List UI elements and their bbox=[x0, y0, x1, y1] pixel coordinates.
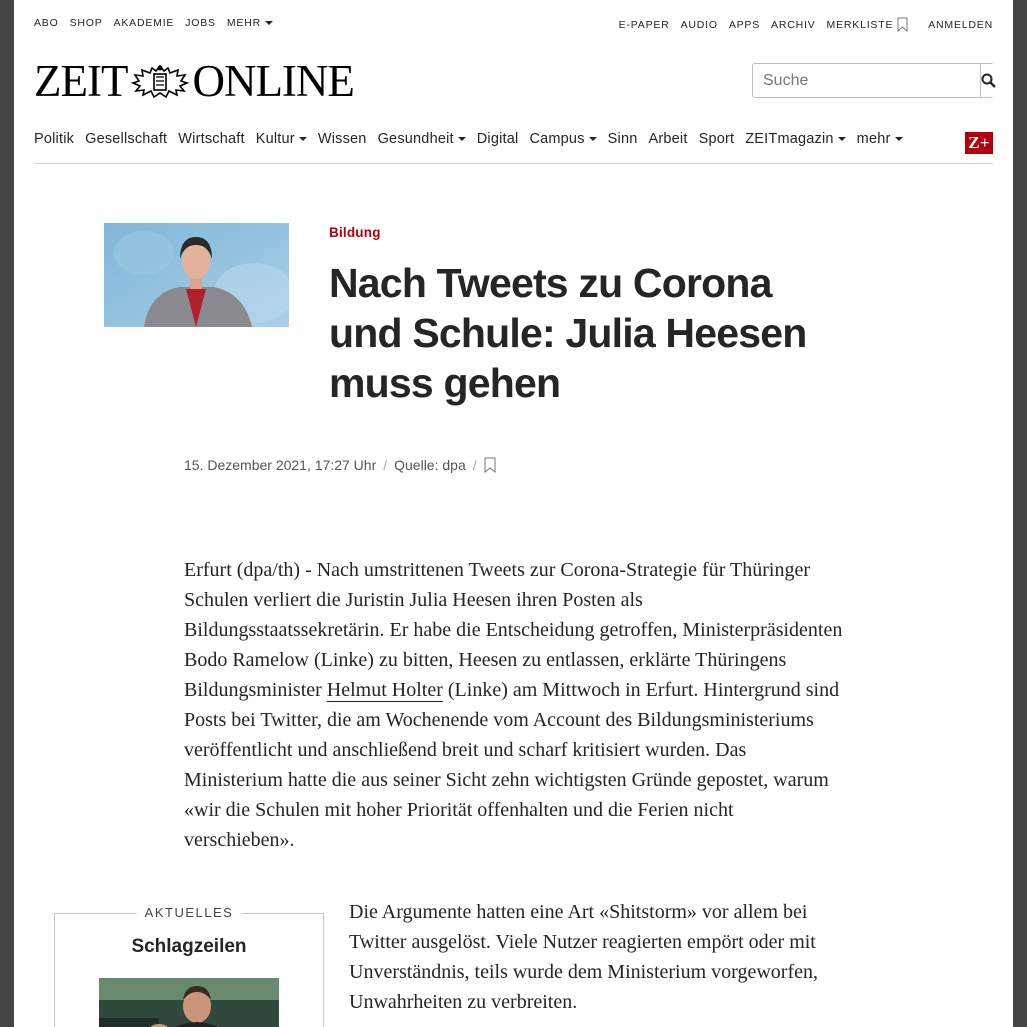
chevron-down-icon bbox=[299, 137, 307, 141]
chevron-down-icon bbox=[895, 137, 903, 141]
bookmark-icon[interactable] bbox=[484, 457, 496, 473]
meta-nav-left bbox=[34, 17, 284, 29]
article-lead-image[interactable] bbox=[104, 223, 289, 327]
search-box bbox=[752, 63, 994, 98]
bookmark-icon bbox=[897, 17, 908, 32]
chevron-down-icon bbox=[589, 137, 597, 141]
meta-nav-right bbox=[619, 17, 993, 32]
article-source: Quelle: dpa bbox=[394, 457, 466, 473]
site-logo[interactable] bbox=[34, 55, 354, 106]
meta-link-mehr-label: MEHR bbox=[226, 17, 261, 29]
search-icon bbox=[981, 73, 996, 88]
aktuelles-image[interactable] bbox=[99, 978, 279, 1027]
nav-item-wissen[interactable]: Wissen bbox=[317, 131, 367, 147]
article-paragraph-2: Die Argumente hatten eine Art «Shitstorm» vor allem bei Twitter ausgelöst. Viele Nutzer reagierten empört oder mit Unverständnis, teils wurde dem Ministerium vorgeworfen, Unwahrheiten zu verbreiten. bbox=[349, 901, 818, 1013]
article-headline: Nach Tweets zu Corona und Schule: Julia Heesen muss gehen bbox=[329, 260, 807, 406]
article-kicker[interactable]: Bildung bbox=[329, 225, 381, 240]
logo-text-right: ONLINE bbox=[192, 55, 354, 106]
article-metadata bbox=[184, 457, 496, 473]
meta-link-merkliste[interactable] bbox=[827, 17, 909, 32]
chevron-down-icon bbox=[265, 21, 273, 25]
nav-item-wirtschaft[interactable]: Wirtschaft bbox=[178, 131, 245, 147]
article-date: 15. Dezember 2021, 17:27 Uhr bbox=[184, 457, 377, 473]
nav-item-zeitmagazin-label: ZEITmagazin bbox=[745, 131, 834, 147]
nav-item-arbeit[interactable]: Arbeit bbox=[648, 131, 688, 147]
nav-item-campus-label: Campus bbox=[529, 131, 585, 147]
nav-item-politik[interactable]: Politik bbox=[34, 131, 75, 147]
logo-text-left: ZEIT bbox=[34, 55, 128, 106]
meta-link-akademie[interactable]: AKADEMIE bbox=[113, 17, 175, 29]
nav-item-digital[interactable]: Digital bbox=[476, 131, 519, 147]
paragraph-text: Erfurt (dpa/th) - Nach umstrittenen Tweets zur Corona-Strategie für Thüringer Schulen verliert die Juristin Julia Heesen ihren Posten als Bildungsstaatssekretärin. Er habe die Entscheidung getroffen, Ministerpräsidenten Bodo Ramelow (Linke) zu bitten, Heesen zu entlassen, erklärte Thüringens Bildungsminister bbox=[184, 559, 843, 701]
nav-item-mehr[interactable] bbox=[857, 131, 903, 147]
meta-link-epaper[interactable]: E-PAPER bbox=[618, 18, 670, 31]
nav-item-kultur-label: Kultur bbox=[255, 131, 295, 147]
nav-item-sport[interactable]: Sport bbox=[698, 131, 735, 147]
meta-link-apps[interactable]: APPS bbox=[728, 18, 761, 31]
nav-item-gesundheit[interactable] bbox=[378, 131, 466, 147]
headline-photo bbox=[99, 978, 279, 1027]
nav-item-mehr-label: mehr bbox=[856, 131, 891, 147]
meta-navigation bbox=[34, 17, 993, 33]
merkliste-label: MERKLISTE bbox=[826, 18, 894, 31]
aktuelles-title: Schlagzeilen bbox=[131, 936, 247, 957]
article-paragraph-1 bbox=[184, 555, 844, 855]
zplus-badge[interactable]: Z+ bbox=[965, 132, 993, 154]
meta-link-mehr[interactable] bbox=[227, 17, 273, 29]
portrait-photo bbox=[104, 223, 289, 327]
meta-link-jobs[interactable]: JOBS bbox=[185, 17, 216, 29]
nav-item-sinn[interactable]: Sinn bbox=[607, 131, 638, 147]
main-navigation bbox=[34, 131, 993, 164]
paragraph-text: (Linke) am Mittwoch in Erfurt. Hintergrund sind Posts bei Twitter, die am Wochenende vom Account des Bildungsministeriums veröffentlicht und anschließend breit und scharf kritisiert wurden. Das Ministerium hatte die aus seiner Sicht zehn wichtigsten Gründe gepostet, warum «wir die Schulen mit hoher Priorität offenhalten und die Ferien nicht verschieben». bbox=[184, 679, 840, 851]
nav-item-gesundheit-label: Gesundheit bbox=[377, 131, 454, 147]
meta-link-anmelden[interactable]: ANMELDEN bbox=[928, 18, 993, 31]
page bbox=[14, 0, 1013, 1027]
search-input[interactable] bbox=[753, 64, 980, 97]
meta-link-archiv[interactable]: ARCHIV bbox=[771, 18, 816, 31]
chevron-down-icon bbox=[838, 137, 846, 141]
meta-link-abo[interactable]: ABO bbox=[34, 17, 59, 29]
link-helmut-holter[interactable]: Helmut Holter bbox=[326, 679, 443, 701]
separator: / bbox=[472, 457, 477, 473]
search-button[interactable] bbox=[980, 64, 996, 97]
chevron-down-icon bbox=[458, 137, 466, 141]
aktuelles-label: AKTUELLES bbox=[137, 905, 242, 920]
nav-item-kultur[interactable] bbox=[256, 131, 307, 147]
aktuelles-box bbox=[54, 905, 324, 1027]
nav-item-zeitmagazin[interactable] bbox=[745, 131, 845, 147]
nav-item-gesellschaft[interactable]: Gesellschaft bbox=[85, 131, 168, 147]
eagle-crest-icon bbox=[130, 62, 190, 100]
separator: / bbox=[383, 457, 388, 473]
meta-link-audio[interactable]: AUDIO bbox=[680, 18, 718, 31]
meta-link-shop[interactable]: SHOP bbox=[69, 17, 103, 29]
nav-item-campus[interactable] bbox=[529, 131, 596, 147]
